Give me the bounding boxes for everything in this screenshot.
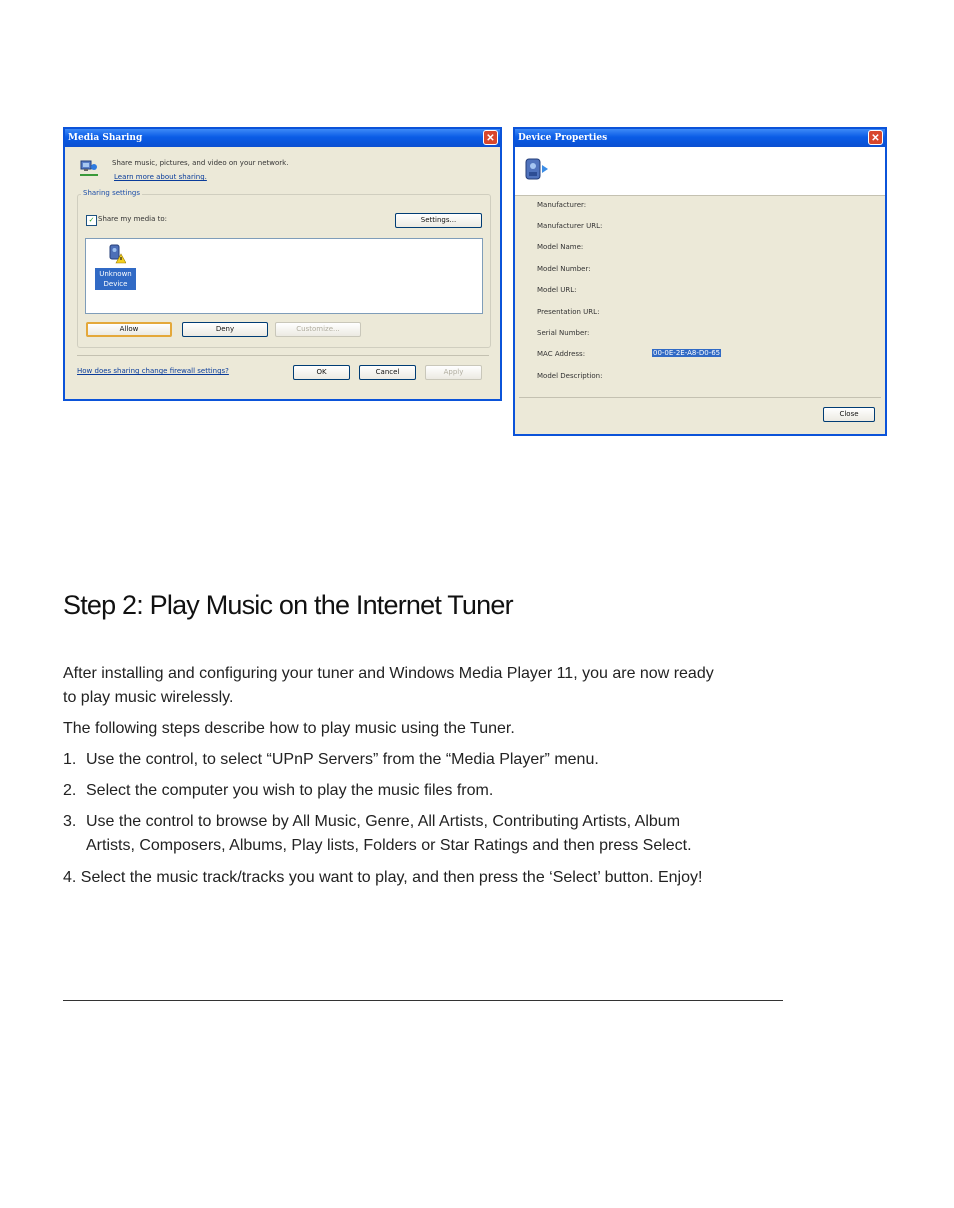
step-text: Use the control, to select “UPnP Servers” from the “Media Player” menu. <box>86 751 599 768</box>
field-label: Model Number: <box>537 265 591 273</box>
deny-button[interactable]: Deny <box>182 322 268 337</box>
customize-button: Customize... <box>275 322 361 337</box>
section-heading: Step 2: Play Music on the Internet Tuner <box>63 590 513 620</box>
device-list[interactable] <box>85 238 483 314</box>
horizontal-rule <box>63 1000 783 1001</box>
cancel-button[interactable]: Cancel <box>359 365 416 380</box>
field-label: MAC Address: <box>537 350 586 358</box>
close-dialog-button[interactable]: Close <box>823 407 875 422</box>
firewall-help-link[interactable]: How does sharing change firewall settings? <box>77 367 229 375</box>
network-share-icon <box>79 159 99 179</box>
close-button[interactable]: ✕ <box>868 130 883 145</box>
field-label: Manufacturer URL: <box>537 222 603 230</box>
media-sharing-window <box>63 127 502 401</box>
share-media-checkbox[interactable]: ✓ <box>86 215 97 226</box>
media-sharing-title: Media Sharing <box>68 133 143 143</box>
field-label: Manufacturer: <box>537 201 587 209</box>
media-sharing-titlebar[interactable] <box>65 129 500 147</box>
field-value[interactable]: 00-0E-2E-A8-D0-65 <box>653 349 721 357</box>
field-label: Model Name: <box>537 243 584 251</box>
field-label: Presentation URL: <box>537 308 600 316</box>
field-label: Model Description: <box>537 372 603 380</box>
field-label: Model URL: <box>537 286 577 294</box>
allow-button[interactable]: Allow <box>86 322 172 337</box>
close-button[interactable]: ✕ <box>483 130 498 145</box>
ok-button[interactable]: OK <box>293 365 350 380</box>
unknown-device-label[interactable]: Unknown Device <box>95 268 136 290</box>
sharing-settings-label: Sharing settings <box>83 189 141 197</box>
intro-paragraph-line2: to play music wirelessly. <box>63 689 234 706</box>
step-text: Artists, Composers, Albums, Play lists, Folders or Star Ratings and then press Select. <box>86 837 692 854</box>
unknown-device-icon[interactable] <box>106 243 126 265</box>
footer-divider <box>77 355 489 356</box>
step-text: Use the control to browse by All Music, Genre, All Artists, Contributing Artists, Album <box>86 813 681 830</box>
device-properties-window <box>513 127 887 436</box>
share-intro-text: Share music, pictures, and video on your network. <box>112 159 289 167</box>
device-field-list <box>515 129 885 409</box>
device-properties-title: Device Properties <box>518 133 608 143</box>
step-four: 4. Select the music track/tracks you want to play, and then press the ‘Select’ button. Enjoy! <box>63 869 703 886</box>
settings-button[interactable]: Settings... <box>395 213 482 228</box>
share-media-label: Share my media to: <box>98 215 168 223</box>
bottom-divider <box>519 397 881 398</box>
step-text: Select the computer you wish to play the music files from. <box>86 782 494 799</box>
step-number: 2. <box>63 782 77 799</box>
intro-paragraph-line1: After installing and configuring your tuner and Windows Media Player 11, you are now ready <box>63 665 714 682</box>
steps-intro: The following steps describe how to play music using the Tuner. <box>63 720 515 737</box>
field-label: Serial Number: <box>537 329 590 337</box>
apply-button: Apply <box>425 365 482 380</box>
learn-more-link[interactable]: Learn more about sharing. <box>114 173 207 181</box>
step-number: 1. <box>63 751 77 768</box>
step-number: 3. <box>63 813 77 830</box>
